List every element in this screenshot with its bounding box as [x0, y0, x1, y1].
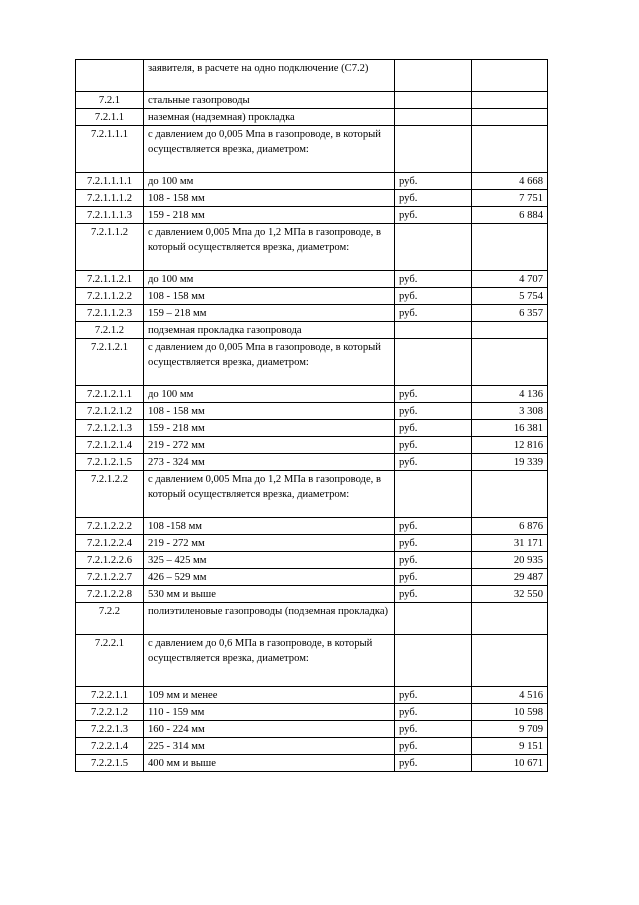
row-code: 7.2.1.1.1.1 — [76, 173, 144, 190]
row-unit: руб. — [395, 305, 472, 322]
row-unit: руб. — [395, 586, 472, 603]
row-code: 7.2.1.2.2 — [76, 471, 144, 518]
table-row — [76, 403, 548, 420]
table-row — [76, 60, 548, 92]
table-row — [76, 288, 548, 305]
row-unit: руб. — [395, 755, 472, 772]
row-value: 20 935 — [472, 552, 548, 569]
row-value: 10 598 — [472, 704, 548, 721]
row-value — [472, 224, 548, 271]
row-name: 159 - 218 мм — [144, 207, 395, 224]
row-name: до 100 мм — [144, 386, 395, 403]
row-value: 19 339 — [472, 454, 548, 471]
row-unit — [395, 603, 472, 635]
row-name: полиэтиленовые газопроводы (подземная прокладка) — [144, 603, 395, 635]
row-value: 3 308 — [472, 403, 548, 420]
table-row — [76, 207, 548, 224]
row-value: 12 816 — [472, 437, 548, 454]
row-name: с давлением до 0,005 Мпа в газопроводе, в который осуществляется врезка, диаметром: — [144, 339, 395, 386]
row-value: 7 751 — [472, 190, 548, 207]
row-value: 4 668 — [472, 173, 548, 190]
row-unit: руб. — [395, 271, 472, 288]
row-value: 31 171 — [472, 535, 548, 552]
table-row — [76, 190, 548, 207]
row-value: 5 754 — [472, 288, 548, 305]
row-unit — [395, 60, 472, 92]
table-row — [76, 471, 548, 518]
row-value — [472, 603, 548, 635]
row-name: 219 - 272 мм — [144, 437, 395, 454]
row-name: с давлением до 0,005 Мпа в газопроводе, в который осуществляется врезка, диаметром: — [144, 126, 395, 173]
row-unit: руб. — [395, 552, 472, 569]
row-code: 7.2.1.2.1.2 — [76, 403, 144, 420]
row-unit: руб. — [395, 738, 472, 755]
row-unit — [395, 126, 472, 173]
row-value: 4 707 — [472, 271, 548, 288]
row-code: 7.2.2 — [76, 603, 144, 635]
row-unit: руб. — [395, 403, 472, 420]
table-row — [76, 305, 548, 322]
row-code: 7.2.1.2.1.4 — [76, 437, 144, 454]
row-code: 7.2.1.2.2.2 — [76, 518, 144, 535]
row-name: 108 -158 мм — [144, 518, 395, 535]
row-code: 7.2.1.2.1.5 — [76, 454, 144, 471]
row-value: 29 487 — [472, 569, 548, 586]
row-unit — [395, 92, 472, 109]
row-value — [472, 339, 548, 386]
row-code: 7.2.2.1.5 — [76, 755, 144, 772]
row-code: 7.2.1.2.2.4 — [76, 535, 144, 552]
row-value: 4 136 — [472, 386, 548, 403]
row-name: до 100 мм — [144, 271, 395, 288]
row-unit: руб. — [395, 687, 472, 704]
row-unit: руб. — [395, 386, 472, 403]
row-value: 9 709 — [472, 721, 548, 738]
table-row — [76, 322, 548, 339]
table-row — [76, 126, 548, 173]
row-unit: руб. — [395, 288, 472, 305]
row-value — [472, 92, 548, 109]
row-unit: руб. — [395, 437, 472, 454]
table-row — [76, 687, 548, 704]
table-row — [76, 721, 548, 738]
row-code: 7.2.1.1.1.3 — [76, 207, 144, 224]
row-value — [472, 126, 548, 173]
row-name: 108 - 158 мм — [144, 403, 395, 420]
row-name: 325 – 425 мм — [144, 552, 395, 569]
row-unit: руб. — [395, 190, 472, 207]
row-code: 7.2.1 — [76, 92, 144, 109]
tariff-table-body — [76, 60, 548, 772]
row-value — [472, 471, 548, 518]
table-row — [76, 339, 548, 386]
row-code: 7.2.1.2.2.7 — [76, 569, 144, 586]
row-code: 7.2.2.1.3 — [76, 721, 144, 738]
row-code: 7.2.1.2.2.8 — [76, 586, 144, 603]
row-code: 7.2.1.2.1 — [76, 339, 144, 386]
row-name: заявителя, в расчете на одно подключение (С7.2) — [144, 60, 395, 92]
row-value: 4 516 — [472, 687, 548, 704]
table-row — [76, 437, 548, 454]
row-name: 159 - 218 мм — [144, 420, 395, 437]
row-name: с давлением 0,005 Мпа до 1,2 МПа в газопроводе, в который осуществляется врезка, диаметром: — [144, 471, 395, 518]
row-name: 273 - 324 мм — [144, 454, 395, 471]
row-value — [472, 60, 548, 92]
row-name: с давлением до 0,6 МПа в газопроводе, в который осуществляется врезка, диаметром: — [144, 635, 395, 687]
row-code: 7.2.1.2.1.1 — [76, 386, 144, 403]
row-name: 219 - 272 мм — [144, 535, 395, 552]
row-unit — [395, 635, 472, 687]
row-name: 110 - 159 мм — [144, 704, 395, 721]
row-code: 7.2.2.1 — [76, 635, 144, 687]
table-row — [76, 569, 548, 586]
row-code: 7.2.1.1 — [76, 109, 144, 126]
row-name: 160 - 224 мм — [144, 721, 395, 738]
row-code: 7.2.1.2.1.3 — [76, 420, 144, 437]
row-code: 7.2.1.1.1.2 — [76, 190, 144, 207]
row-code: 7.2.1.1.2.2 — [76, 288, 144, 305]
table-row — [76, 755, 548, 772]
row-name: 426 – 529 мм — [144, 569, 395, 586]
table-row — [76, 704, 548, 721]
table-row — [76, 420, 548, 437]
row-name: 108 - 158 мм — [144, 288, 395, 305]
tariff-table — [75, 59, 548, 772]
table-row — [76, 738, 548, 755]
row-value: 6 357 — [472, 305, 548, 322]
table-row — [76, 92, 548, 109]
row-unit — [395, 339, 472, 386]
row-name: наземная (надземная) прокладка — [144, 109, 395, 126]
table-row — [76, 552, 548, 569]
row-name: 108 - 158 мм — [144, 190, 395, 207]
table-row — [76, 109, 548, 126]
row-value — [472, 322, 548, 339]
row-code — [76, 60, 144, 92]
row-code: 7.2.1.1.1 — [76, 126, 144, 173]
row-value: 6 884 — [472, 207, 548, 224]
row-value: 10 671 — [472, 755, 548, 772]
row-unit — [395, 322, 472, 339]
row-code: 7.2.1.1.2 — [76, 224, 144, 271]
table-row — [76, 535, 548, 552]
table-row — [76, 386, 548, 403]
table-row — [76, 271, 548, 288]
row-value: 16 381 — [472, 420, 548, 437]
row-code: 7.2.2.1.4 — [76, 738, 144, 755]
row-value — [472, 635, 548, 687]
row-unit: руб. — [395, 721, 472, 738]
row-unit: руб. — [395, 420, 472, 437]
row-unit — [395, 109, 472, 126]
row-name: 109 мм и менее — [144, 687, 395, 704]
row-name: 159 – 218 мм — [144, 305, 395, 322]
row-name: 400 мм и выше — [144, 755, 395, 772]
row-code: 7.2.1.1.2.3 — [76, 305, 144, 322]
row-name: 530 мм и выше — [144, 586, 395, 603]
row-value: 32 550 — [472, 586, 548, 603]
row-name: до 100 мм — [144, 173, 395, 190]
row-unit: руб. — [395, 535, 472, 552]
row-code: 7.2.1.2.2.6 — [76, 552, 144, 569]
row-unit: руб. — [395, 207, 472, 224]
row-name: 225 - 314 мм — [144, 738, 395, 755]
row-unit — [395, 471, 472, 518]
table-row — [76, 586, 548, 603]
row-unit: руб. — [395, 173, 472, 190]
row-unit: руб. — [395, 518, 472, 535]
row-value — [472, 109, 548, 126]
row-name: стальные газопроводы — [144, 92, 395, 109]
row-unit: руб. — [395, 569, 472, 586]
row-value: 9 151 — [472, 738, 548, 755]
table-row — [76, 603, 548, 635]
row-code: 7.2.1.1.2.1 — [76, 271, 144, 288]
table-row — [76, 518, 548, 535]
row-value: 6 876 — [472, 518, 548, 535]
table-row — [76, 454, 548, 471]
row-code: 7.2.1.2 — [76, 322, 144, 339]
table-row — [76, 635, 548, 687]
row-code: 7.2.2.1.1 — [76, 687, 144, 704]
table-row — [76, 173, 548, 190]
row-unit — [395, 224, 472, 271]
row-unit: руб. — [395, 454, 472, 471]
row-name: с давлением 0,005 Мпа до 1,2 МПа в газопроводе, в который осуществляется врезка, диаметром: — [144, 224, 395, 271]
row-code: 7.2.2.1.2 — [76, 704, 144, 721]
row-name: подземная прокладка газопровода — [144, 322, 395, 339]
table-row — [76, 224, 548, 271]
row-unit: руб. — [395, 704, 472, 721]
